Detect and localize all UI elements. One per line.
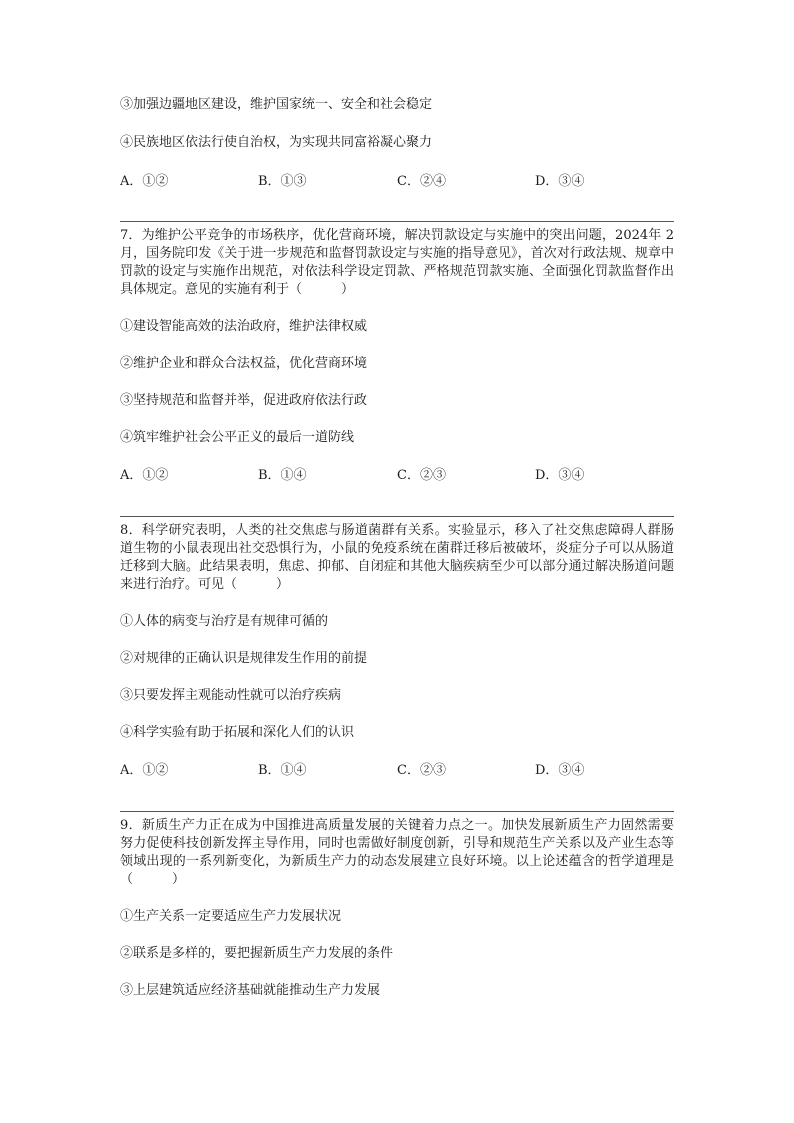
- q8-choice-c[interactable]: C．②③: [397, 763, 446, 778]
- q9-stem: 9．新质生产力正在成为中国推进高质量发展的关键着力点之一。加快发展新质生产力固然需要努力促使科技创新发挥主导作用，同时也需做好制度创新，引导和规范生产关系以及产业生态等领域出现的一系列新变化，为新质生产力的动态发展建立良好环境。以上论述蕴含的哲学道理是（ ）: [120, 818, 674, 887]
- divider: [120, 221, 674, 222]
- q7-choice-d[interactable]: D．③④: [535, 468, 585, 483]
- q6-choice-a[interactable]: A．①②: [120, 174, 169, 189]
- q9-option-3: ③上层建筑适应经济基础就能推动生产力发展: [120, 983, 381, 998]
- q7-option-1: ①建设智能高效的法治政府，维护法律权威: [120, 319, 368, 334]
- q6-choice-b[interactable]: B．①③: [258, 174, 307, 189]
- q8-choice-d[interactable]: D．③④: [535, 763, 585, 778]
- q8-option-4: ④科学实验有助于拓展和深化人们的认识: [120, 725, 355, 740]
- q6-choices: [120, 174, 680, 190]
- q9-option-1: ①生产关系一定要适应生产力发展状况: [120, 909, 342, 924]
- q7-option-4: ④筑牢维护社会公平正义的最后一道防线: [120, 430, 355, 445]
- q6-choice-c[interactable]: C．②④: [397, 174, 446, 189]
- q8-choices: [120, 763, 680, 779]
- q7-choice-a[interactable]: A．①②: [120, 468, 169, 483]
- q9-option-2: ②联系是多样的，要把握新质生产力发展的条件: [120, 946, 394, 961]
- q7-option-2: ②维护企业和群众合法权益，优化营商环境: [120, 356, 368, 371]
- q7-choice-b[interactable]: B．①④: [258, 468, 307, 483]
- q7-option-3: ③坚持规范和监督并举，促进政府依法行政: [120, 393, 368, 408]
- divider: [120, 516, 674, 517]
- q6-option-3: ③加强边疆地区建设，维护国家统一、安全和社会稳定: [120, 97, 433, 112]
- q8-choice-b[interactable]: B．①④: [258, 763, 307, 778]
- q7-stem: 7．为维护公平竞争的市场秩序，优化营商环境，解决罚款设定与实施中的突出问题，2024年 2 月，国务院印发《关于进一步规范和监督罚款设定与实施的指导意见》，首次对行政法规、规章中罚款的设定与实施作出规范，对依法科学设定罚款、严格规范罚款实施、全面强化罚款监督作出具体规定。意见的实施有利于（ ）: [120, 228, 674, 297]
- q7-choices: [120, 468, 680, 484]
- q8-stem: 8．科学研究表明，人类的社交焦虑与肠道菌群有关系。实验显示，移入了社交焦虑障碍人群肠道生物的小鼠表现出社交恐惧行为，小鼠的免疫系统在菌群迁移后被破坏，炎症分子可以从肠道迁移到大脑。此结果表明，焦虑、抑郁、自闭症和其他大脑疾病至少可以部分通过解决肠道问题来进行治疗。可见（ ）: [120, 523, 674, 592]
- q7-choice-c[interactable]: C．②③: [397, 468, 446, 483]
- q8-option-3: ③只要发挥主观能动性就可以治疗疾病: [120, 688, 342, 703]
- q8-option-1: ①人体的病变与治疗是有规律可循的: [120, 614, 329, 629]
- divider: [120, 811, 674, 812]
- q6-option-4: ④民族地区依法行使自治权，为实现共同富裕凝心聚力: [120, 135, 433, 150]
- q8-choice-a[interactable]: A．①②: [120, 763, 169, 778]
- q6-choice-d[interactable]: D．③④: [535, 174, 585, 189]
- q8-option-2: ②对规律的正确认识是规律发生作用的前提: [120, 651, 368, 666]
